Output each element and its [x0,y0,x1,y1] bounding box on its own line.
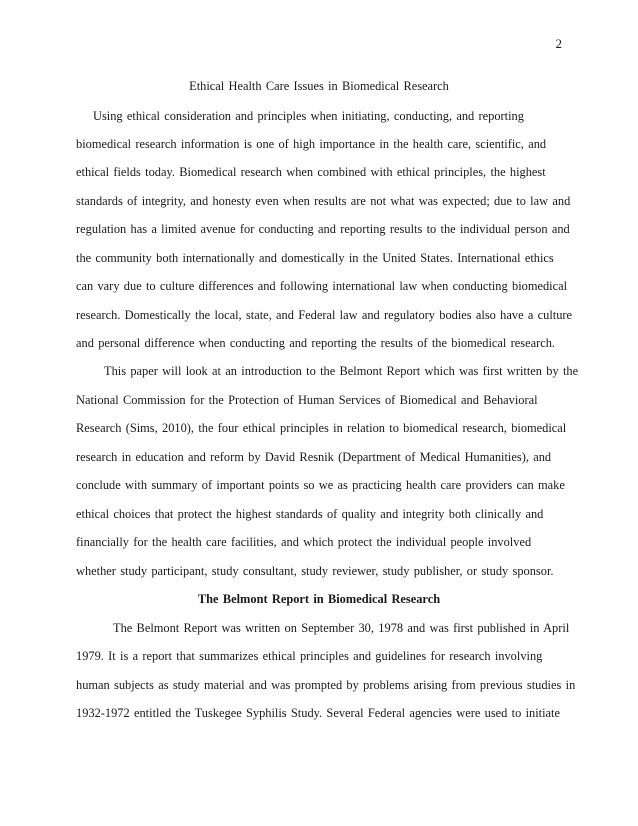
overview-line: ethical choices that protect the highest standards of quality and integrity both clinically and [76,507,544,521]
overview-line: This paper will look at an introduction to the Belmont Report which was first written by the [104,364,579,378]
overview-line: research in education and reform by David Resnik (Department of Medical Humanities), and [76,450,552,464]
intro-line: research. Domestically the local, state, and Federal law and regulatory bodies also have a culture [76,308,573,322]
section-line: The Belmont Report was written on September 30, 1978 and was first published in April [113,621,570,635]
intro-line: ethical fields today. Biomedical research when combined with ethical principles, the highest [76,165,546,179]
intro-line: standards of integrity, and honesty even when results are not what was expected; due to law and [76,194,571,208]
overview-line: whether study participant, study consultant, study reviewer, study publisher, or study sponsor. [76,564,554,578]
overview-line: financially for the health care facilities, and which protect the individual people involved [76,535,532,549]
page-number: 2 [555,36,562,51]
intro-line: Using ethical consideration and principles when initiating, conducting, and reporting [93,109,524,123]
section-line: 1979. It is a report that summarizes ethical principles and guidelines for research involving [76,649,543,663]
intro-line: can vary due to culture differences and following international law when conducting biomedical [76,279,568,293]
overview-line: National Commission for the Protection of Human Services of Biomedical and Behavioral [76,393,538,407]
section-heading: The Belmont Report in Biomedical Research [197,592,441,606]
overview-line: conclude with summary of important points so we as practicing health care providers can make [76,478,565,492]
intro-line: regulation has a limited avenue for conducting and reporting results to the individual person and [76,222,570,236]
paper-title: Ethical Health Care Issues in Biomedical Research [189,79,449,93]
section-line: human subjects as study material and was prompted by problems arising from previous studies in [76,678,576,692]
overview-line: Research (Sims, 2010), the four ethical principles in relation to biomedical research, biomedical [76,421,567,435]
intro-line: the community both internationally and domestically in the United States. International ethics [76,251,554,265]
intro-line: biomedical research information is one of high importance in the health care, scientific, and [76,137,547,151]
intro-line: and personal difference when conducting and reporting the results of the biomedical research. [76,336,555,350]
section-line: 1932-1972 entitled the Tuskegee Syphilis Study. Several Federal agencies were used to initiate [76,706,561,720]
